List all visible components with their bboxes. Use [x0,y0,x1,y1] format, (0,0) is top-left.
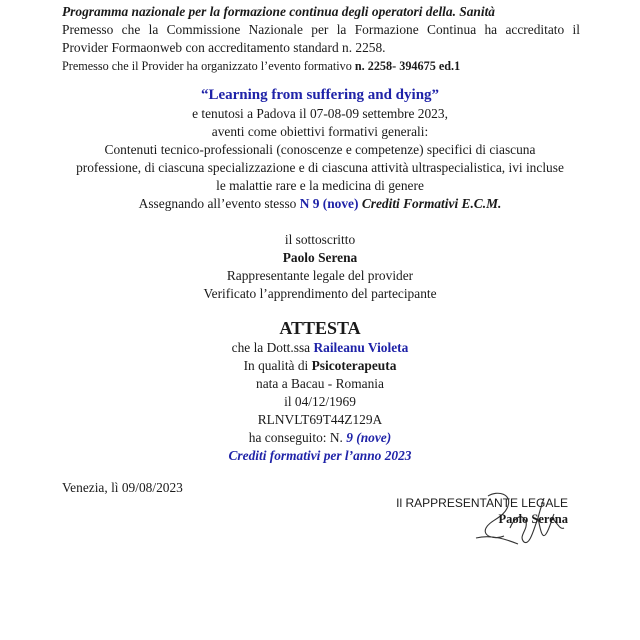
credits-prefix: Assegnando all’evento stesso [138,196,300,211]
premise-event-text: Premesso che il Provider ha organizzato l’evento formativo [62,59,355,73]
premise-line-1: Premesso che la Commissione Nazionale per la Formazione Continua ha accreditato il [62,22,580,37]
fiscal-code: RLNVLT69T44Z129A [257,412,383,427]
participant-prefix: che la Dott.ssa [231,340,314,355]
objectives-line-3: le malattie rare e la medicina di genere [216,178,424,193]
signature-block [396,488,600,558]
birthplace: nata a Bacau - Romania [256,376,384,391]
objectives-line-2: professione, di ciascuna specializzazione e di ciascuna attività ultraspecialistica, ivi incluse [76,160,564,175]
birthdate: il 04/12/1969 [284,394,356,409]
participant-line [0,340,640,356]
signature-name: Paolo Serena [498,512,568,526]
premise-line-2: Provider Formaonweb con accreditamento standard n. 2258. [62,40,386,55]
signer-verified: Verificato l’apprendimento del partecipante [203,286,437,301]
credits-suffix: Crediti Formativi E.C.M. [358,196,502,211]
achieved-line [0,430,640,446]
credits-year: Crediti formativi per l’anno 2023 [228,448,412,463]
program-title: Programma nazionale per la formazione continua degli operatori della. Sanità [62,4,496,19]
participant-name: Raileanu Violeta [313,340,409,355]
signer-role: Rappresentante legale del provider [226,268,414,283]
signature-label: Il RAPPRESENTANTE LEGALE [396,496,568,510]
event-code: n. 2258- 394675 ed.1 [354,59,461,73]
achieved-prefix: ha conseguito: N. [248,430,347,445]
date: , lì 09/08/2023 [104,480,183,495]
objectives-line-1: Contenuti tecnico-professionali (conoscenze e competenze) specifici di ciascuna [104,142,536,157]
event-held-line: e tenutosi a Padova il 07-08-09 settembre 2023, [192,106,448,121]
place-date [62,480,183,496]
profession: Psicoterapeuta [311,358,397,373]
place: Venezia [62,480,105,495]
attestation-heading: ATTESTA [279,318,361,338]
credits-count: N 9 (nove) [299,196,359,211]
event-title: “Learning from suffering and dying” [200,87,440,103]
signer-intro: il sottoscritto [284,232,356,247]
signer-name: Paolo Serena [282,250,358,265]
achieved-count: 9 (nove) [346,430,392,445]
profession-line [0,358,640,374]
event-credits-line [0,196,640,212]
premise-event-line [62,58,460,74]
profession-prefix: In qualità di [243,358,312,373]
objectives-intro: aventi come obiettivi formativi generali: [211,124,429,139]
